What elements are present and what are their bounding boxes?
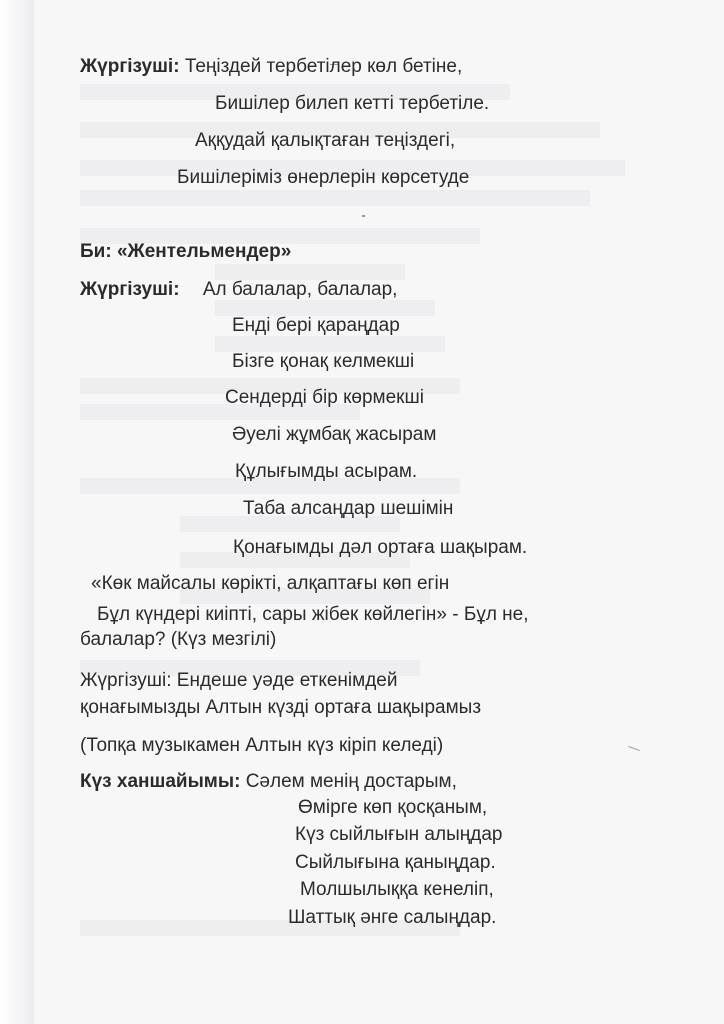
speaker-label: Жүргізуші: xyxy=(80,279,180,300)
dialogue-line: қонағымызды Алтын күзді ортаға шақырамыз xyxy=(80,697,482,718)
stage-direction: (Топқа музыкамен Алтын күз кіріп келеді) xyxy=(80,735,444,756)
speaker-label: Жүргізуші: xyxy=(80,56,180,77)
line-text: Ал балалар, балалар, xyxy=(202,279,398,300)
verse-line: Өмірге көп қосқаным, xyxy=(298,797,488,818)
riddle-line: Бұл күндері киіпті, сары жібек көйлегін» - Бұл не, xyxy=(97,604,529,625)
verse-line: Күз сыйлығын алыңдар xyxy=(295,824,503,845)
line-text: «Жентельмендер» xyxy=(116,241,292,262)
verse-line: Бишілеріміз өнерлерін көрсетуде xyxy=(177,167,470,188)
riddle-line: «Көк майсалы көрікті, алқаптағы көп егін xyxy=(91,573,450,594)
speaker-label: Би: xyxy=(80,241,112,262)
scan-speck xyxy=(362,215,365,217)
verse-line: Шаттық әнге салыңдар. xyxy=(288,907,497,928)
verse-line: Қонағымды дәл ортаға шақырам. xyxy=(233,537,528,558)
scan-edge xyxy=(0,0,34,1024)
verse-line: Енді бері қараңдар xyxy=(232,315,400,336)
dialogue-line: Жүргізуші: Ендеше уәде еткенімдей xyxy=(80,670,398,691)
verse-line: Таба алсаңдар шешімін xyxy=(243,498,454,519)
riddle-line: балалар? (Күз мезгілі) xyxy=(80,629,277,650)
verse-line: Сендерді бір көрмекші xyxy=(225,387,424,408)
speaker-label: Күз ханшайымы: xyxy=(80,771,241,792)
verse-line: Аққудай қалықтаған теңіздегі, xyxy=(195,130,456,151)
verse-line: Бишілер билеп кетті тербетіле. xyxy=(215,93,490,114)
scan-speck xyxy=(628,746,640,751)
dialogue-line xyxy=(80,241,291,263)
verse-line: Құлығымды асырам. xyxy=(235,461,418,482)
line-text: Теңіздей тербетілер көл бетіне, xyxy=(184,56,463,77)
dialogue-line xyxy=(80,771,457,793)
verse-line: Әуелі жұмбақ жасырам xyxy=(232,424,437,445)
dialogue-line xyxy=(80,56,462,78)
dialogue-line xyxy=(80,279,397,301)
verse-line: Сыйлығына қаныңдар. xyxy=(295,852,496,873)
line-text: Сәлем менің достарым, xyxy=(245,771,457,792)
verse-line: Молшылыққа кенеліп, xyxy=(300,879,494,900)
verse-line: Бізге қонақ келмекші xyxy=(232,351,415,372)
